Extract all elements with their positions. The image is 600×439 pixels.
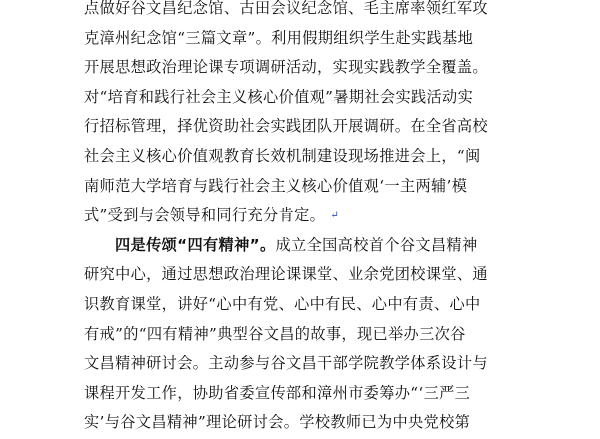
- text-line: 有戒”的“四有精神”典型谷文昌的故事，现已举办三次谷: [84, 324, 466, 343]
- text-line: 识教育课堂，讲好“心中有党、心中有民、心中有责、心中: [84, 294, 481, 313]
- section-heading-line: [84, 231, 524, 261]
- text-line-last: [84, 201, 524, 231]
- section-heading: 四是传颂“四有精神”。: [115, 235, 276, 254]
- text-line: 行招标管理，择优资助社会实践团队开展调研。在全省高校: [84, 117, 488, 136]
- text-line: 开展思想政治理论课专项调研活动，实现实践教学全覆盖。: [84, 58, 488, 77]
- document-body: [84, 0, 524, 438]
- text-line: 社会主义核心价值观教育长效机制建设现场推进会上，“闽: [84, 146, 481, 165]
- text-line: 南师范大学培育与践行社会主义核心价值观‘一主两辅’模: [84, 176, 468, 195]
- text-line: 课程开发工作，协助省委宣传部和漳州市委筹办“‘三严三: [84, 383, 471, 402]
- text-line: 对“培育和践行社会主义核心价值观”暑期社会实践活动实: [84, 87, 474, 106]
- text-line: 点做好谷文昌纪念馆、古田会议纪念馆、毛主席率领红军攻: [84, 0, 488, 17]
- text-line: 实’与谷文昌精神”理论研讨会。学校教师已为中央党校第: [84, 413, 471, 432]
- paragraph-mark-icon: ↵: [330, 210, 340, 222]
- text-segment: 成立全国高校首个谷文昌精神: [275, 235, 478, 254]
- text-line: 文昌精神研讨会。主动参与谷文昌干部学院教学体系设计与: [84, 354, 488, 373]
- text-line: 克漳州纪念馆“三篇文章”。利用假期组织学生赴实践基地: [84, 28, 474, 47]
- text-line: 研究中心，通过思想政治理论课课堂、业余党团校课堂、通: [84, 265, 488, 284]
- text-segment: 式”受到与会领导和同行充分肯定。: [84, 206, 326, 225]
